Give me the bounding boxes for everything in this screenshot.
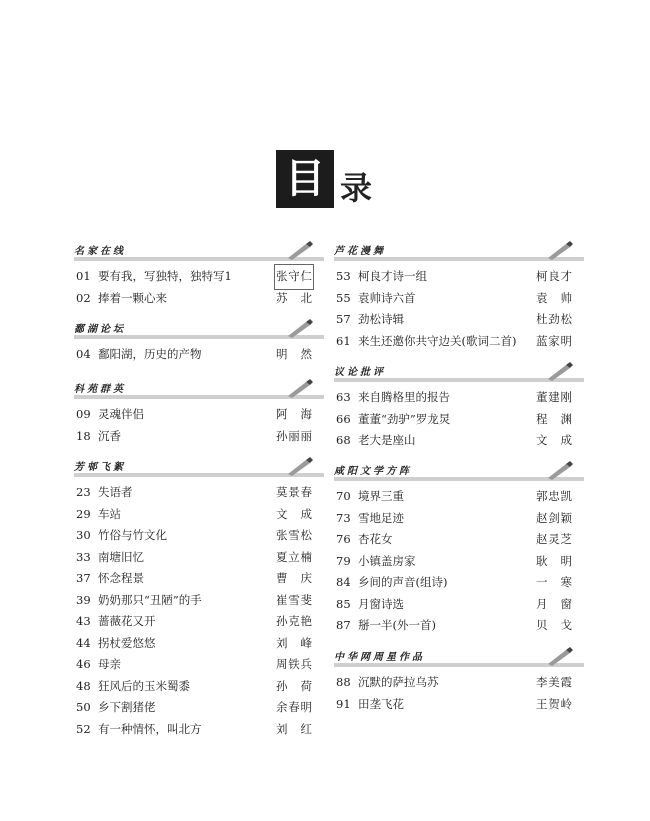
section-luhua (334, 240, 584, 352)
entry-author: 孙荷 (276, 678, 312, 693)
toc-entry[interactable] (334, 572, 584, 594)
section-title: 议论批评 (334, 367, 386, 378)
toc-entry[interactable] (334, 486, 584, 508)
entry-title: 乡间的声音(组诗) (358, 575, 448, 589)
page-number: 46 (76, 657, 91, 671)
section-fangcun (74, 456, 324, 740)
entry-title: 来自腾格里的报告 (358, 390, 450, 404)
page-number: 37 (76, 571, 91, 585)
entry-title: 母亲 (98, 657, 121, 671)
title-text: 录 (340, 169, 373, 207)
page-number: 87 (336, 618, 351, 632)
toc-entry[interactable] (334, 615, 584, 637)
entry-title: 失语者 (98, 485, 133, 499)
entry-title: 要有我，写独特，独特写1 (98, 269, 232, 283)
toc-entry[interactable] (74, 676, 324, 698)
entry-author: 文成 (276, 506, 312, 521)
entry-author: 曹庆 (276, 571, 312, 585)
entry-title: 南塘旧忆 (98, 549, 144, 564)
entry-title: 车站 (98, 506, 121, 521)
entry-author: 阿海 (276, 407, 312, 421)
toc-entry[interactable] (334, 672, 584, 694)
page-number: 50 (76, 700, 91, 714)
entry-author: 文成 (536, 433, 572, 447)
entry-author: 柯良才 (536, 269, 572, 283)
page-number: 57 (336, 312, 351, 326)
page-number: 01 (76, 269, 91, 283)
section-title: 科苑群英 (74, 384, 126, 395)
entry-author: 贝戈 (536, 618, 572, 632)
section-header (334, 361, 584, 383)
page-number: 33 (76, 549, 91, 564)
page-number: 88 (336, 675, 351, 689)
entry-title: 鄱阳湖，历史的产物 (98, 347, 202, 361)
toc-entry[interactable] (334, 430, 584, 452)
entry-author: 夏立楠 (276, 549, 312, 564)
entry-author: 张雪松 (276, 528, 312, 542)
entry-author: 董建刚 (536, 390, 572, 404)
title-box: 目 (276, 150, 334, 208)
page-number: 68 (336, 433, 351, 447)
entry-title: 灵魂伴侣 (98, 407, 144, 421)
toc-entry[interactable] (74, 525, 324, 547)
section-header (334, 460, 584, 482)
section-header (334, 240, 584, 262)
entry-author: 崔雪斐 (276, 592, 312, 607)
section-title: 中华网周星作品 (334, 652, 425, 663)
entry-author: 程渊 (536, 411, 572, 426)
pen-icon (284, 378, 314, 398)
pen-icon (284, 240, 314, 260)
page-number: 79 (336, 553, 351, 568)
entry-title: 竹俗与竹文化 (98, 528, 167, 542)
section-header (74, 318, 324, 340)
toc-entry[interactable] (74, 547, 324, 569)
page-number: 91 (336, 696, 351, 711)
pen-icon (544, 240, 574, 260)
entry-title: 小镇盖房家 (358, 553, 416, 568)
entry-title: 捧着一颗心来 (98, 290, 167, 305)
entry-author: 赵灵芝 (536, 532, 572, 546)
pen-icon (544, 460, 574, 480)
entry-title: 董董“劲驴”罗龙炅 (358, 411, 451, 426)
entry-author: 王贺岭 (536, 696, 572, 711)
entry-title: 老大是座山 (358, 433, 416, 447)
entry-author: 莫景春 (276, 485, 312, 499)
toc-entry[interactable] (334, 288, 584, 310)
page-number: 30 (76, 528, 91, 542)
page-number: 18 (76, 428, 91, 443)
entry-title: 杏花女 (358, 532, 393, 546)
toc-entry[interactable] (74, 404, 324, 426)
entry-author: 明然 (276, 347, 312, 361)
entry-author: 张守仁 (276, 266, 312, 288)
toc-entry[interactable] (74, 426, 324, 448)
toc-entry[interactable] (74, 719, 324, 741)
entry-title: 奶奶那只“丑陋”的手 (98, 592, 202, 607)
section-keyuan (74, 378, 324, 447)
page-number: 29 (76, 506, 91, 521)
toc-entry[interactable] (334, 387, 584, 409)
entry-title: 袁帅诗六首 (358, 290, 416, 305)
entry-title: 掰一半(外一首) (358, 618, 436, 632)
section-header (74, 378, 324, 400)
entry-title: 柯良才诗一组 (358, 269, 427, 283)
page-number: 43 (76, 614, 91, 628)
section-poyang (74, 318, 324, 366)
toc-entry[interactable] (334, 529, 584, 551)
entry-author: 袁帅 (536, 290, 572, 305)
entry-author: 苏北 (276, 290, 312, 305)
page-number: 73 (336, 510, 351, 525)
page-number: 61 (336, 333, 351, 348)
section-title: 芦花漫舞 (334, 246, 386, 257)
section-yilun (334, 361, 584, 452)
pen-icon (284, 318, 314, 338)
toc-entry[interactable] (74, 504, 324, 526)
page-number: 48 (76, 678, 91, 693)
page-number: 76 (336, 532, 351, 546)
entry-author: 孙克艳 (276, 614, 312, 628)
entry-title: 怀念程景 (98, 571, 144, 585)
toc-entry[interactable] (334, 331, 584, 353)
section-xianyang (334, 460, 584, 637)
pen-icon (544, 646, 574, 666)
page-number: 70 (336, 489, 351, 503)
toc-entry[interactable] (334, 551, 584, 573)
toc-entry[interactable] (74, 568, 324, 590)
entry-author: 月窗 (536, 596, 572, 611)
toc-entry[interactable] (74, 654, 324, 676)
section-header (334, 646, 584, 668)
pen-icon (544, 361, 574, 381)
entry-author: 蓝家明 (536, 333, 572, 348)
toc-entry[interactable] (334, 508, 584, 530)
section-title: 鄱湖论坛 (74, 324, 126, 335)
toc-entry[interactable] (74, 611, 324, 633)
entry-author: 孙丽丽 (276, 428, 312, 443)
section-header (74, 240, 324, 262)
toc-entry[interactable] (74, 697, 324, 719)
entry-author: 余春明 (276, 700, 312, 714)
toc-entry[interactable] (74, 266, 324, 288)
entry-author: 耿明 (536, 553, 572, 568)
entry-title: 来生还邀你共守边关(歌词二首) (358, 333, 517, 348)
page-number: 52 (76, 721, 91, 736)
page-number: 85 (336, 596, 351, 611)
entry-title: 有一种情怀，叫北方 (98, 721, 202, 736)
entry-author: 李美霞 (536, 675, 572, 689)
entry-title: 狂风后的玉米蜀黍 (98, 678, 190, 693)
toc-entry[interactable] (334, 266, 584, 288)
page-number: 04 (76, 347, 91, 361)
entry-title: 沉默的萨拉乌苏 (358, 675, 439, 689)
page-number: 09 (76, 407, 91, 421)
entry-author: 杜劲松 (536, 312, 572, 326)
toc-entry[interactable] (74, 288, 324, 310)
section-mingjia (74, 240, 324, 309)
entry-author: 一寒 (536, 575, 572, 589)
page-number: 44 (76, 635, 91, 650)
section-title: 名家在线 (74, 246, 126, 257)
page-number: 23 (76, 485, 91, 499)
page-number: 55 (336, 290, 351, 305)
toc-entry[interactable] (74, 590, 324, 612)
contents-vertical-text (10, 128, 54, 388)
entry-author: 赵剑颖 (536, 510, 572, 525)
pen-icon (284, 456, 314, 476)
entry-title: 乡下割猪佬 (98, 700, 156, 714)
page-number: 02 (76, 290, 91, 305)
toc-entry[interactable] (334, 594, 584, 616)
toc-entry[interactable] (74, 633, 324, 655)
entry-title: 拐杖爱悠悠 (98, 635, 156, 650)
entry-title: 雪地足迹 (358, 510, 404, 525)
entry-author: 郭忠凯 (536, 489, 572, 503)
section-header (74, 456, 324, 478)
entry-title: 沉香 (98, 428, 121, 443)
page-number: 53 (336, 269, 351, 283)
entry-author: 刘峰 (276, 635, 312, 650)
toc-entry[interactable] (334, 309, 584, 331)
entry-title: 月窗诗选 (358, 596, 404, 611)
toc-entry[interactable] (74, 344, 324, 366)
page-number: 63 (336, 390, 351, 404)
section-zhonghua (334, 646, 584, 715)
entry-title: 蔷薇花又开 (98, 614, 156, 628)
entry-title: 境界三重 (358, 489, 404, 503)
toc-entry[interactable] (334, 409, 584, 431)
entry-author: 周铁兵 (276, 657, 312, 671)
section-title: 咸阳文学方阵 (334, 466, 412, 477)
entry-title: 劲松诗辑 (358, 312, 404, 326)
section-title: 芳邨飞絮 (74, 462, 126, 473)
entry-title: 田垄飞花 (358, 696, 404, 711)
toc-entry[interactable] (334, 694, 584, 716)
page-number: 39 (76, 592, 91, 607)
toc-entry[interactable] (74, 482, 324, 504)
page-number: 84 (336, 575, 351, 589)
page-number: 66 (336, 411, 351, 426)
entry-author: 刘红 (276, 721, 312, 736)
